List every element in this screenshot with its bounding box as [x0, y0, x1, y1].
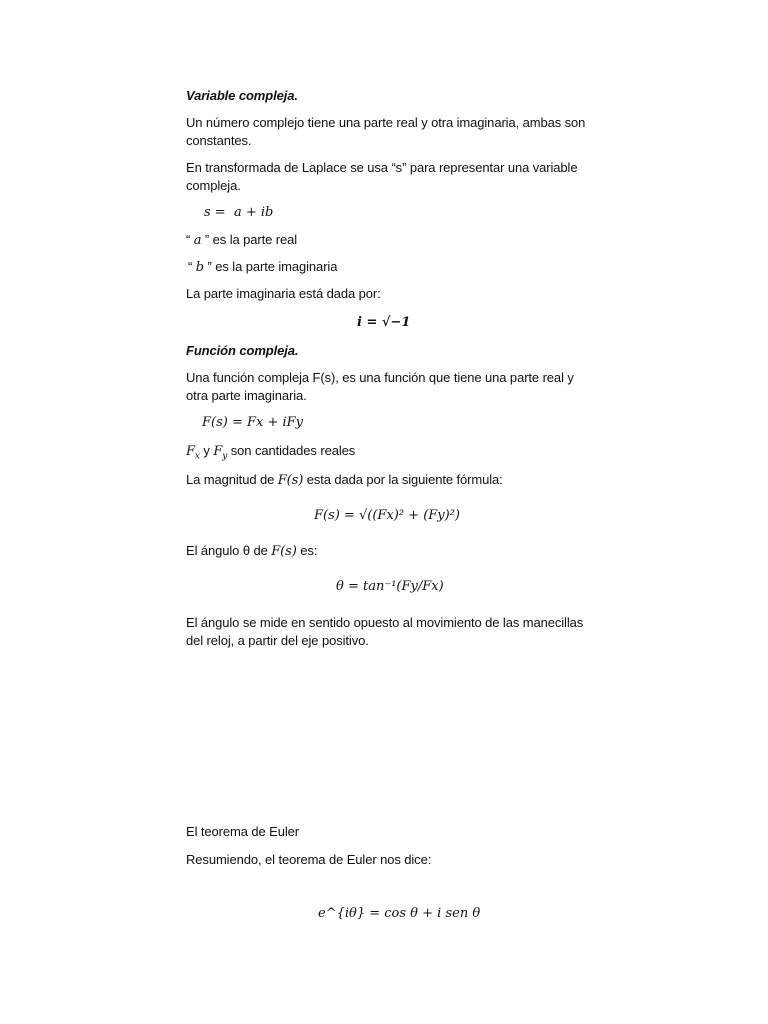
b-description-text: es la parte imaginaria: [215, 259, 338, 274]
magnitude-text-after: esta dada por la siguiente fórmula:: [306, 472, 503, 487]
y-word: y: [203, 443, 210, 458]
magnitude-text-before: La magnitud de: [186, 472, 275, 487]
equation-i: [357, 314, 410, 332]
paragraph-angle-direction: El ángulo se mide en sentido opuesto al movimiento de las manecillas del reloj, a partir del eje positivo.: [186, 615, 584, 648]
equation-euler: [318, 905, 480, 923]
fx-symbol: $F_x$: [186, 444, 200, 462]
equation-theta: [336, 578, 444, 596]
equation-magnitude: [314, 507, 460, 525]
b-quote-close: ”: [207, 259, 212, 274]
a-symbol: a: [193, 233, 202, 248]
magnitude-symbol: F(s): [277, 473, 304, 488]
real-quantities-text: son cantidades reales: [230, 443, 356, 458]
real-quantities-line: [186, 442, 586, 461]
paragraph-funcion-compleja: Una función compleja F(s), es una función que tiene una parte real y otra parte imaginaria.: [186, 370, 574, 403]
b-quote-open: “: [188, 259, 193, 274]
equation-theta-text: θ = tan⁻¹(Fy/Fx): [336, 579, 444, 594]
angle-text-after: es:: [300, 543, 318, 558]
angle-line: [186, 542, 586, 561]
paragraph-laplace: En transformada de Laplace se usa “s” para representar una variable compleja.: [186, 160, 578, 193]
a-quote-close: ”: [204, 232, 210, 247]
heading-funcion-compleja: Función compleja.: [186, 343, 299, 358]
angle-text-before: El ángulo θ de: [186, 543, 268, 558]
a-quote-open: “: [186, 232, 191, 247]
paragraph-parte-imaginaria: La parte imaginaria está dada por:: [186, 286, 381, 301]
equation-f-text: F(s) = Fx + iFy: [202, 415, 304, 430]
equation-f: [202, 414, 303, 432]
heading-teorema-euler: El teorema de Euler: [186, 824, 299, 839]
equation-s-text: s = a + ib: [204, 205, 274, 220]
a-description: [186, 231, 586, 250]
equation-s: [204, 204, 273, 222]
equation-i-text: i = √−1: [357, 315, 411, 330]
paragraph-numero-complejo: Un número complejo tiene una parte real y otra imaginaria, ambas son constantes.: [186, 115, 586, 148]
b-description: [188, 258, 588, 277]
heading-variable-compleja: Variable compleja.: [186, 88, 298, 103]
magnitude-line: [186, 471, 606, 490]
a-description-text: es la parte real: [212, 232, 298, 247]
b-symbol: b: [195, 260, 204, 275]
paragraph-euler-summary: Resumiendo, el teorema de Euler nos dice:: [186, 852, 432, 867]
fy-symbol: $F_y$: [213, 444, 228, 462]
angle-symbol: F(s): [271, 544, 297, 559]
equation-magnitude-text: F(s) = √((Fx)² + (Fy)²): [314, 508, 461, 523]
equation-euler-text: e^{iθ} = cos θ + i sen θ: [318, 906, 481, 921]
